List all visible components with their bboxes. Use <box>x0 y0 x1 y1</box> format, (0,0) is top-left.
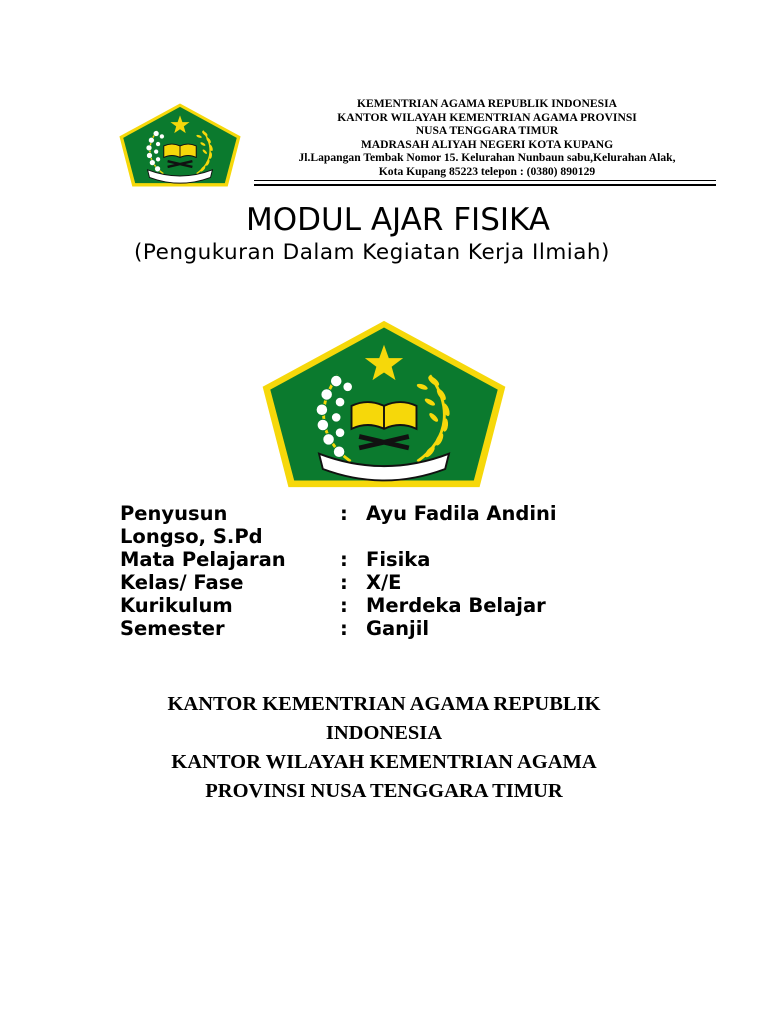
info-row-penyusun-cont <box>120 525 680 548</box>
document-subtitle: (Pengukuran Dalam Kegiatan Kerja Ilmiah) <box>134 240 610 265</box>
letterhead-logo <box>118 97 242 193</box>
footer-line: INDONESIA <box>325 722 443 744</box>
info-label: Kurikulum <box>120 594 233 617</box>
info-label: Kelas/ Fase <box>120 571 244 594</box>
module-info <box>120 502 680 640</box>
footer-line: PROVINSI NUSA TENGGARA TIMUR <box>205 780 563 802</box>
kemenag-emblem-icon <box>118 97 242 193</box>
footer-line: KANTOR KEMENTRIAN AGAMA REPUBLIK <box>167 693 601 715</box>
info-value: Ayu Fadila Andini <box>366 502 557 525</box>
letterhead-line: Kota Kupang 85223 telepon : (0380) 890129 <box>378 164 596 178</box>
institution-footer <box>0 690 768 806</box>
letterhead-line: NUSA TENGGARA TIMUR <box>415 124 559 138</box>
center-emblem <box>256 318 512 490</box>
document-title: MODUL AJAR FISIKA <box>245 202 551 238</box>
info-row-kurikulum <box>120 594 680 617</box>
info-colon: : <box>340 594 348 617</box>
letterhead-line: MADRASAH ALIYAH NEGERI KOTA KUPANG <box>360 137 614 151</box>
info-row-mata-pelajaran <box>120 548 680 571</box>
footer-line: KANTOR WILAYAH KEMENTRIAN AGAMA <box>171 751 597 773</box>
info-row-semester <box>120 617 680 640</box>
info-value: Fisika <box>366 548 431 571</box>
letterhead-divider <box>254 180 716 181</box>
info-colon: : <box>340 502 348 525</box>
info-colon: : <box>340 571 348 594</box>
info-value: X/E <box>366 571 402 594</box>
letterhead-line: Jl.Lapangan Tembak Nomor 15. Kelurahan Nunbaun sabu,Kelurahan Alak, <box>298 151 676 165</box>
info-colon: : <box>340 548 348 571</box>
info-label: Longso, S.Pd <box>120 525 263 548</box>
info-label: Mata Pelajaran <box>120 548 286 571</box>
info-row-kelas-fase <box>120 571 680 594</box>
letterhead-divider-thick <box>254 184 716 186</box>
letterhead-text <box>252 97 722 179</box>
info-label: Penyusun <box>120 502 228 525</box>
kemenag-emblem-icon <box>256 318 512 490</box>
info-colon: : <box>340 617 348 640</box>
info-value: Merdeka Belajar <box>366 594 546 617</box>
letterhead-line: KEMENTRIAN AGAMA REPUBLIK INDONESIA <box>357 97 617 110</box>
info-value: Ganjil <box>366 617 430 640</box>
info-row-penyusun <box>120 502 680 525</box>
letterhead-line: KANTOR WILAYAH KEMENTRIAN AGAMA PROVINSI <box>337 110 637 124</box>
info-label: Semester <box>120 617 225 640</box>
